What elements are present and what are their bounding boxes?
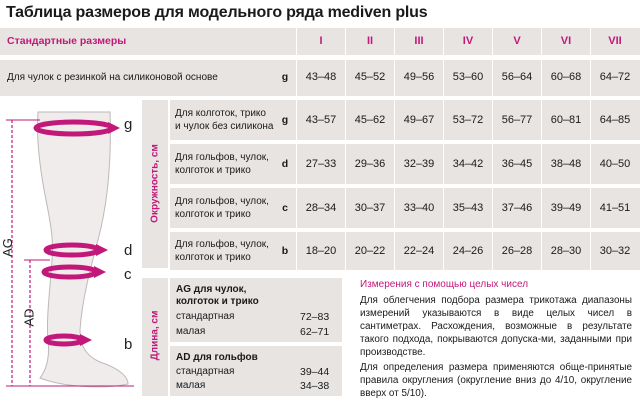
circ-row-label: Для колготок, трико и чулок без силикона — [175, 108, 274, 132]
circ-cell: 45–62 — [354, 114, 386, 126]
circ-cell: 39–49 — [550, 202, 582, 214]
leg-letter-c: c — [124, 266, 132, 283]
column-separator — [541, 28, 542, 270]
leg-illustration — [0, 100, 140, 400]
circ-cell: 40–50 — [599, 158, 631, 170]
circ-row-d — [170, 144, 640, 185]
circ-row-letter: g — [281, 114, 289, 126]
circ-row-label: Для гольфов, чулок, колготок и трико — [175, 152, 269, 176]
column-separator — [394, 28, 395, 270]
column-separator — [345, 28, 346, 270]
circ-cell: 30–32 — [599, 245, 631, 257]
size-header-1: I — [319, 35, 323, 47]
circ-cell: 22–24 — [403, 245, 435, 257]
circ-cell: 49–67 — [403, 114, 435, 126]
size-header-2: II — [366, 35, 374, 47]
circ-cell: 27–33 — [305, 158, 337, 170]
circ-row-g — [170, 100, 640, 141]
stocking-cell: 43–48 — [305, 71, 337, 83]
stocking-row — [0, 60, 640, 97]
circ-row-b — [170, 232, 640, 271]
length-ag-small: малая — [176, 326, 206, 337]
stocking-cell: 45–52 — [354, 71, 386, 83]
leg-letter-b: b — [124, 336, 133, 353]
length-ag-box — [170, 278, 342, 342]
stocking-row-label: Для чулок с резинкой на силиконовой основе — [7, 72, 218, 83]
note-paragraph-1: Для облегчения подбора размера трикотажа диапазоны измерений указываются в виде целых чисел в сантиметрах. Расхождения, возможные в результате такого подхода, покрываются допуска-ми, заданными при производстве. — [360, 295, 632, 358]
column-separator — [443, 28, 444, 270]
circ-cell: 64–85 — [599, 114, 631, 126]
circ-cell: 53–72 — [452, 114, 484, 126]
axis-label-ad: AD — [21, 308, 37, 327]
size-header-6: VI — [560, 35, 572, 47]
page-title: Таблица размеров для модельного ряда mediven plus — [6, 4, 428, 21]
circ-row-letter: c — [282, 202, 288, 214]
circ-cell: 36–45 — [501, 158, 533, 170]
size-header — [0, 28, 640, 55]
circ-cell: 28–30 — [550, 245, 582, 257]
note-title: Измерения с помощью целых чисел — [360, 279, 529, 290]
length-ad-box — [170, 346, 342, 396]
circ-cell: 26–28 — [501, 245, 533, 257]
circ-cell: 28–34 — [305, 202, 337, 214]
circ-cell: 20–22 — [354, 245, 386, 257]
circ-row-label: Для гольфов, чулок, колготок и трико — [175, 239, 269, 263]
circ-cell: 56–77 — [501, 114, 533, 126]
circ-cell: 30–37 — [354, 202, 386, 214]
circ-cell: 24–26 — [452, 245, 484, 257]
length-label: Длина, см — [149, 310, 161, 361]
circ-cell: 38–48 — [550, 158, 582, 170]
circ-row-c — [170, 188, 640, 229]
column-separator — [590, 28, 591, 270]
circ-cell: 29–36 — [354, 158, 386, 170]
length-ad-small: малая — [176, 380, 206, 391]
circ-row-letter: b — [281, 245, 289, 257]
circ-cell: 34–42 — [452, 158, 484, 170]
stocking-cell: 53–60 — [452, 71, 484, 83]
note-paragraph-2: Для определения размера применяются обще-принятые правила округления (округление вниз до 4/10, округление вверх от 5/10). — [360, 362, 632, 399]
stocking-row-letter: g — [281, 71, 289, 83]
stocking-cell: 60–68 — [550, 71, 582, 83]
circ-cell: 37–46 — [501, 202, 533, 214]
size-header-5: V — [513, 35, 521, 47]
standard-sizes-label: Стандартные размеры — [7, 35, 127, 47]
circ-cell: 60–81 — [550, 114, 582, 126]
column-separator — [492, 28, 493, 270]
length-ad-small-value: 34–38 — [300, 380, 330, 392]
size-header-7: VII — [608, 35, 622, 47]
circ-cell: 35–43 — [452, 202, 484, 214]
length-ag-heading: AG для чулок, колготок и трико — [176, 284, 259, 307]
circ-cell: 33–40 — [403, 202, 435, 214]
length-ag-standard: стандартная — [176, 311, 235, 322]
length-ag-small-value: 62–71 — [300, 326, 330, 338]
circ-row-label: Для гольфов, чулок, колготок и трико — [175, 196, 269, 220]
circ-cell: 41–51 — [599, 202, 631, 214]
circ-cell: 18–20 — [305, 245, 337, 257]
length-ad-heading: AD для гольфов — [176, 352, 258, 363]
column-separator — [296, 28, 297, 270]
circumference-label: Окружность, см — [149, 144, 161, 223]
axis-label-ag: AG — [0, 238, 15, 257]
leg-letter-d: d — [124, 242, 133, 259]
circ-cell: 32–39 — [403, 158, 435, 170]
stocking-cell: 64–72 — [599, 71, 631, 83]
stocking-cell: 56–64 — [501, 71, 533, 83]
size-header-3: III — [414, 35, 424, 47]
stocking-cell: 49–56 — [403, 71, 435, 83]
circ-cell: 43–57 — [305, 114, 337, 126]
leg-letter-g: g — [124, 116, 133, 133]
circ-row-letter: d — [281, 158, 289, 170]
size-header-4: IV — [462, 35, 474, 47]
length-ad-standard: стандартная — [176, 366, 235, 377]
length-ad-standard-value: 39–44 — [300, 366, 330, 378]
length-ag-standard-value: 72–83 — [300, 311, 330, 323]
